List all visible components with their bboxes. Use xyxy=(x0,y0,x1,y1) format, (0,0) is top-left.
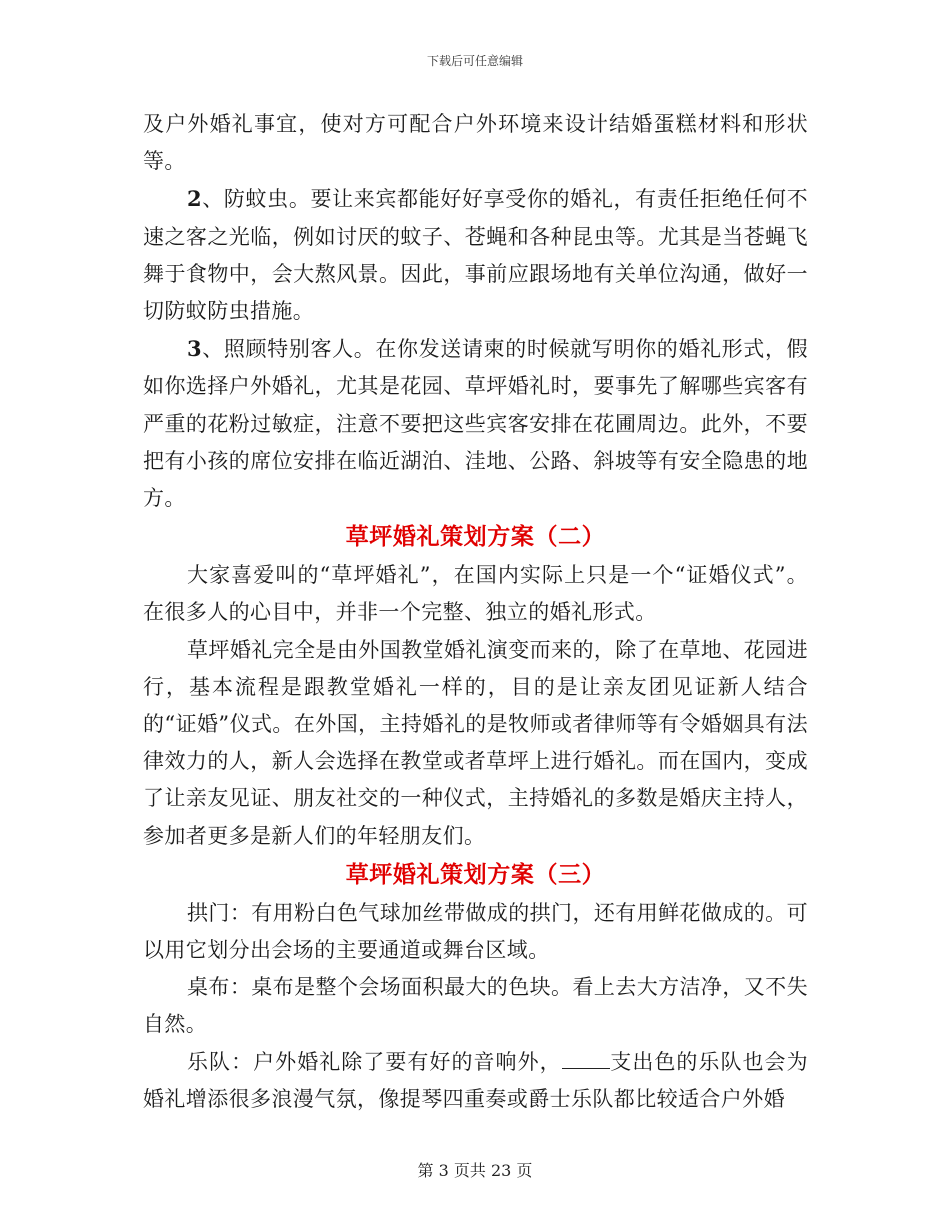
paragraph-cake: 及户外婚礼事宜，使对方可配合户外环境来设计结婚蛋糕材料和形状等。 xyxy=(143,112,808,174)
item-number: 2 xyxy=(187,186,203,212)
paragraph-arch: 拱门：有用粉白色气球加丝带做成的拱门，还有用鲜花做成的。可以用它划分出会场的主要通道或舞台区域。 xyxy=(143,900,808,963)
paragraph-special-guests xyxy=(143,330,808,517)
section-heading-3: 草坪婚礼策划方案（三） xyxy=(345,860,606,888)
paragraph-text: 、防蚊虫。要让来宾都能好好享受你的婚礼，有责任拒绝任何不速之客之光临，例如讨厌的蚊子、苍蝇和各种昆虫等。尤其是当苍蝇飞舞于食物中，会大熬风景。因此，事前应跟场地有关单位沟通，做好一切防蚊防虫措施。 xyxy=(143,187,808,324)
item-number: 3 xyxy=(187,336,203,362)
paragraph-text: 支出色的乐队也会为婚礼增添很多浪漫气氛，像提琴四重奏或爵士乐队都比较适合户外婚 xyxy=(143,1049,808,1111)
section-heading-2: 草坪婚礼策划方案（二） xyxy=(345,523,606,551)
document-body xyxy=(143,106,808,1118)
paragraph-band xyxy=(143,1044,808,1118)
paragraph-text: 乐队：户外婚礼除了要有好的音响外， xyxy=(187,1049,562,1074)
page-footer: 第 3 页共 23 页 xyxy=(417,1161,533,1180)
paragraph-tablecloth: 桌布：桌布是整个会场面积最大的色块。看上去大方洁净，又不失自然。 xyxy=(143,975,808,1037)
fill-in-blank xyxy=(562,1052,610,1069)
paragraph-text: 、照顾特别客人。在你发送请柬的时候就写明你的婚礼形式，假如你选择户外婚礼，尤其是花园、草坪婚礼时，要事先了解哪些宾客有严重的花粉过敏症，注意不要把这些宾客安排在花圃周边。此外，不要把有小孩的席位安排在临近湖泊、洼地、公路、斜坡等有安全隐患的地方。 xyxy=(143,337,808,511)
paragraph-lawn-wedding-intro: 大家喜爱叫的“草坪婚礼”，在国内实际上只是一个“证婚仪式”。在很多人的心目中，并非一个完整、独立的婚礼形式。 xyxy=(143,563,808,625)
page-header: 下载后可任意编辑 xyxy=(426,54,523,68)
paragraph-lawn-wedding-origin: 草坪婚礼完全是由外国教堂婚礼演变而来的，除了在草地、花园进行，基本流程是跟教堂婚礼一样的，目的是让亲友团见证新人结合的“证婚”仪式。在外国，主持婚礼的是牧师或者律师等有令婚姻具有法律效力的人，新人会选择在教堂或者草坪上进行婚礼。而在国内，变成了让亲友见证、朋友社交的一种仪式，主持婚礼的多数是婚庆主持人，参加者更多是新人们的年轻朋友们。 xyxy=(143,637,808,848)
paragraph-mosquito xyxy=(143,180,808,330)
